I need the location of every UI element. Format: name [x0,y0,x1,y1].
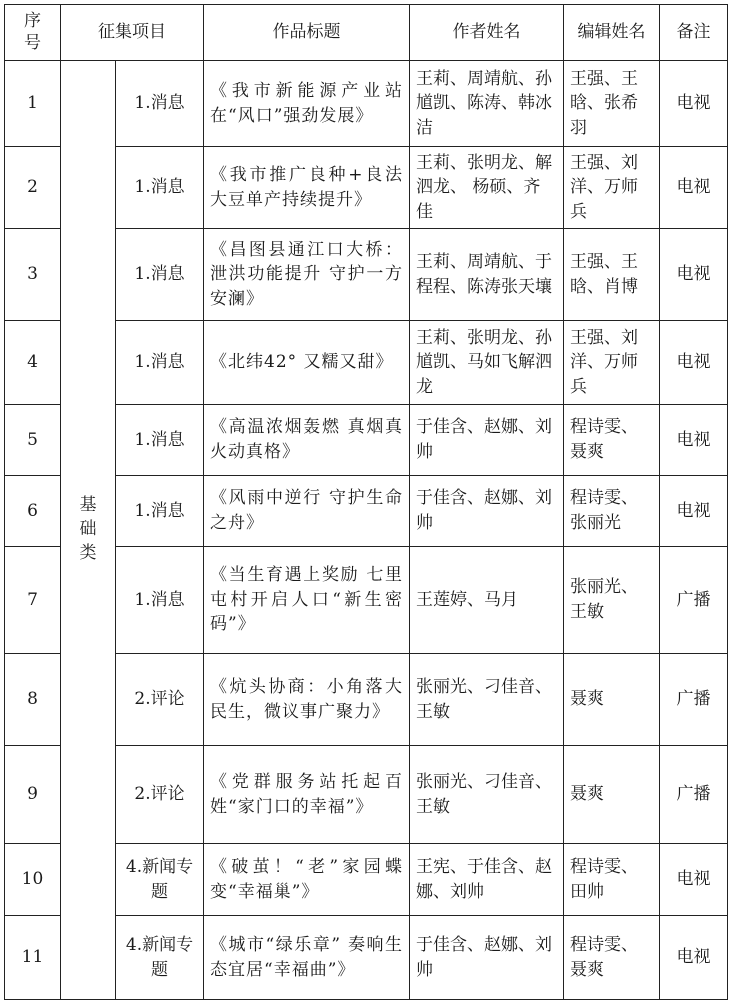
row-item: 1.消息 [116,61,204,147]
category-cell: 基础类 [61,61,116,1000]
works-table [4,4,728,1000]
row-editors: 程诗雯、田帅 [564,844,660,916]
row-item: 1.消息 [116,405,204,476]
row-item: 4.新闻专题 [116,844,204,916]
row-authors: 王莉、张明龙、解泗龙、 杨硕、齐佳 [410,147,564,229]
row-editors: 程诗雯、聂爽 [564,916,660,1000]
header-seq: 序号 [5,5,61,61]
row-item: 1.消息 [116,229,204,321]
row-title: 《昌图县通江口大桥：泄洪功能提升 守护一方安澜》 [204,229,410,321]
row-note: 电视 [660,147,728,229]
row-editors: 聂爽 [564,746,660,844]
row-note: 广播 [660,547,728,654]
row-seq: 11 [5,916,61,1000]
row-item: 1.消息 [116,476,204,547]
row-editors: 张丽光、王敏 [564,547,660,654]
row-seq: 4 [5,321,61,405]
row-note: 电视 [660,321,728,405]
row-item: 2.评论 [116,746,204,844]
row-item: 1.消息 [116,547,204,654]
row-editors: 聂爽 [564,654,660,746]
row-seq: 8 [5,654,61,746]
row-note: 广播 [660,746,728,844]
row-authors: 王莉、周靖航、于程程、陈涛张天壤 [410,229,564,321]
row-editors: 王强、王晗、肖博 [564,229,660,321]
row-seq: 3 [5,229,61,321]
row-seq: 9 [5,746,61,844]
row-seq: 5 [5,405,61,476]
row-authors: 于佳含、赵娜、刘帅 [410,916,564,1000]
row-title: 《党群服务站托起百姓“家门口的幸福”》 [204,746,410,844]
row-authors: 王宪、于佳含、赵娜、刘帅 [410,844,564,916]
row-authors: 于佳含、赵娜、刘帅 [410,405,564,476]
row-editors: 程诗雯、聂爽 [564,405,660,476]
row-seq: 1 [5,61,61,147]
row-editors: 王强、刘洋、万师兵 [564,147,660,229]
header-title: 作品标题 [204,5,410,61]
row-authors: 王莉、张明龙、孙馗凯、马如飞解泗龙 [410,321,564,405]
row-title: 《高温浓烟轰燃 真烟真火动真格》 [204,405,410,476]
row-editors: 程诗雯、张丽光 [564,476,660,547]
row-note: 电视 [660,916,728,1000]
row-title: 《我市新能源产业站在“风口”强劲发展》 [204,61,410,147]
row-editors: 王强、刘洋、万师兵 [564,321,660,405]
row-item: 2.评论 [116,654,204,746]
row-item: 4.新闻专题 [116,916,204,1000]
row-note: 电视 [660,844,728,916]
row-editors: 王强、王晗、张希羽 [564,61,660,147]
row-item: 1.消息 [116,321,204,405]
table-row [5,61,728,147]
row-note: 电视 [660,476,728,547]
row-authors: 张丽光、刁佳音、王敏 [410,654,564,746]
row-title: 《北纬42° 又糯又甜》 [204,321,410,405]
header-notes: 备注 [660,5,728,61]
header-row [5,5,728,61]
row-seq: 2 [5,147,61,229]
row-note: 电视 [660,405,728,476]
row-authors: 王莉、周靖航、孙馗凯、陈涛、韩冰洁 [410,61,564,147]
row-note: 电视 [660,229,728,321]
header-editors: 编辑姓名 [564,5,660,61]
row-note: 电视 [660,61,728,147]
row-title: 《风雨中逆行 守护生命之舟》 [204,476,410,547]
row-seq: 10 [5,844,61,916]
row-title: 《破茧！“老”家园蝶变“幸福巢”》 [204,844,410,916]
row-authors: 张丽光、刁佳音、王敏 [410,746,564,844]
header-authors: 作者姓名 [410,5,564,61]
row-authors: 王莲婷、马月 [410,547,564,654]
row-title: 《城市“绿乐章” 奏响生态宜居“幸福曲”》 [204,916,410,1000]
row-seq: 7 [5,547,61,654]
row-title: 《我市推广良种+良法 大豆单产持续提升》 [204,147,410,229]
row-note: 广播 [660,654,728,746]
header-project: 征集项目 [61,5,204,61]
row-title: 《炕头协商：小角落大民生，微议事广聚力》 [204,654,410,746]
row-item: 1.消息 [116,147,204,229]
row-seq: 6 [5,476,61,547]
row-authors: 于佳含、赵娜、刘帅 [410,476,564,547]
row-title: 《当生育遇上奖励 七里屯村开启人口“新生密码”》 [204,547,410,654]
